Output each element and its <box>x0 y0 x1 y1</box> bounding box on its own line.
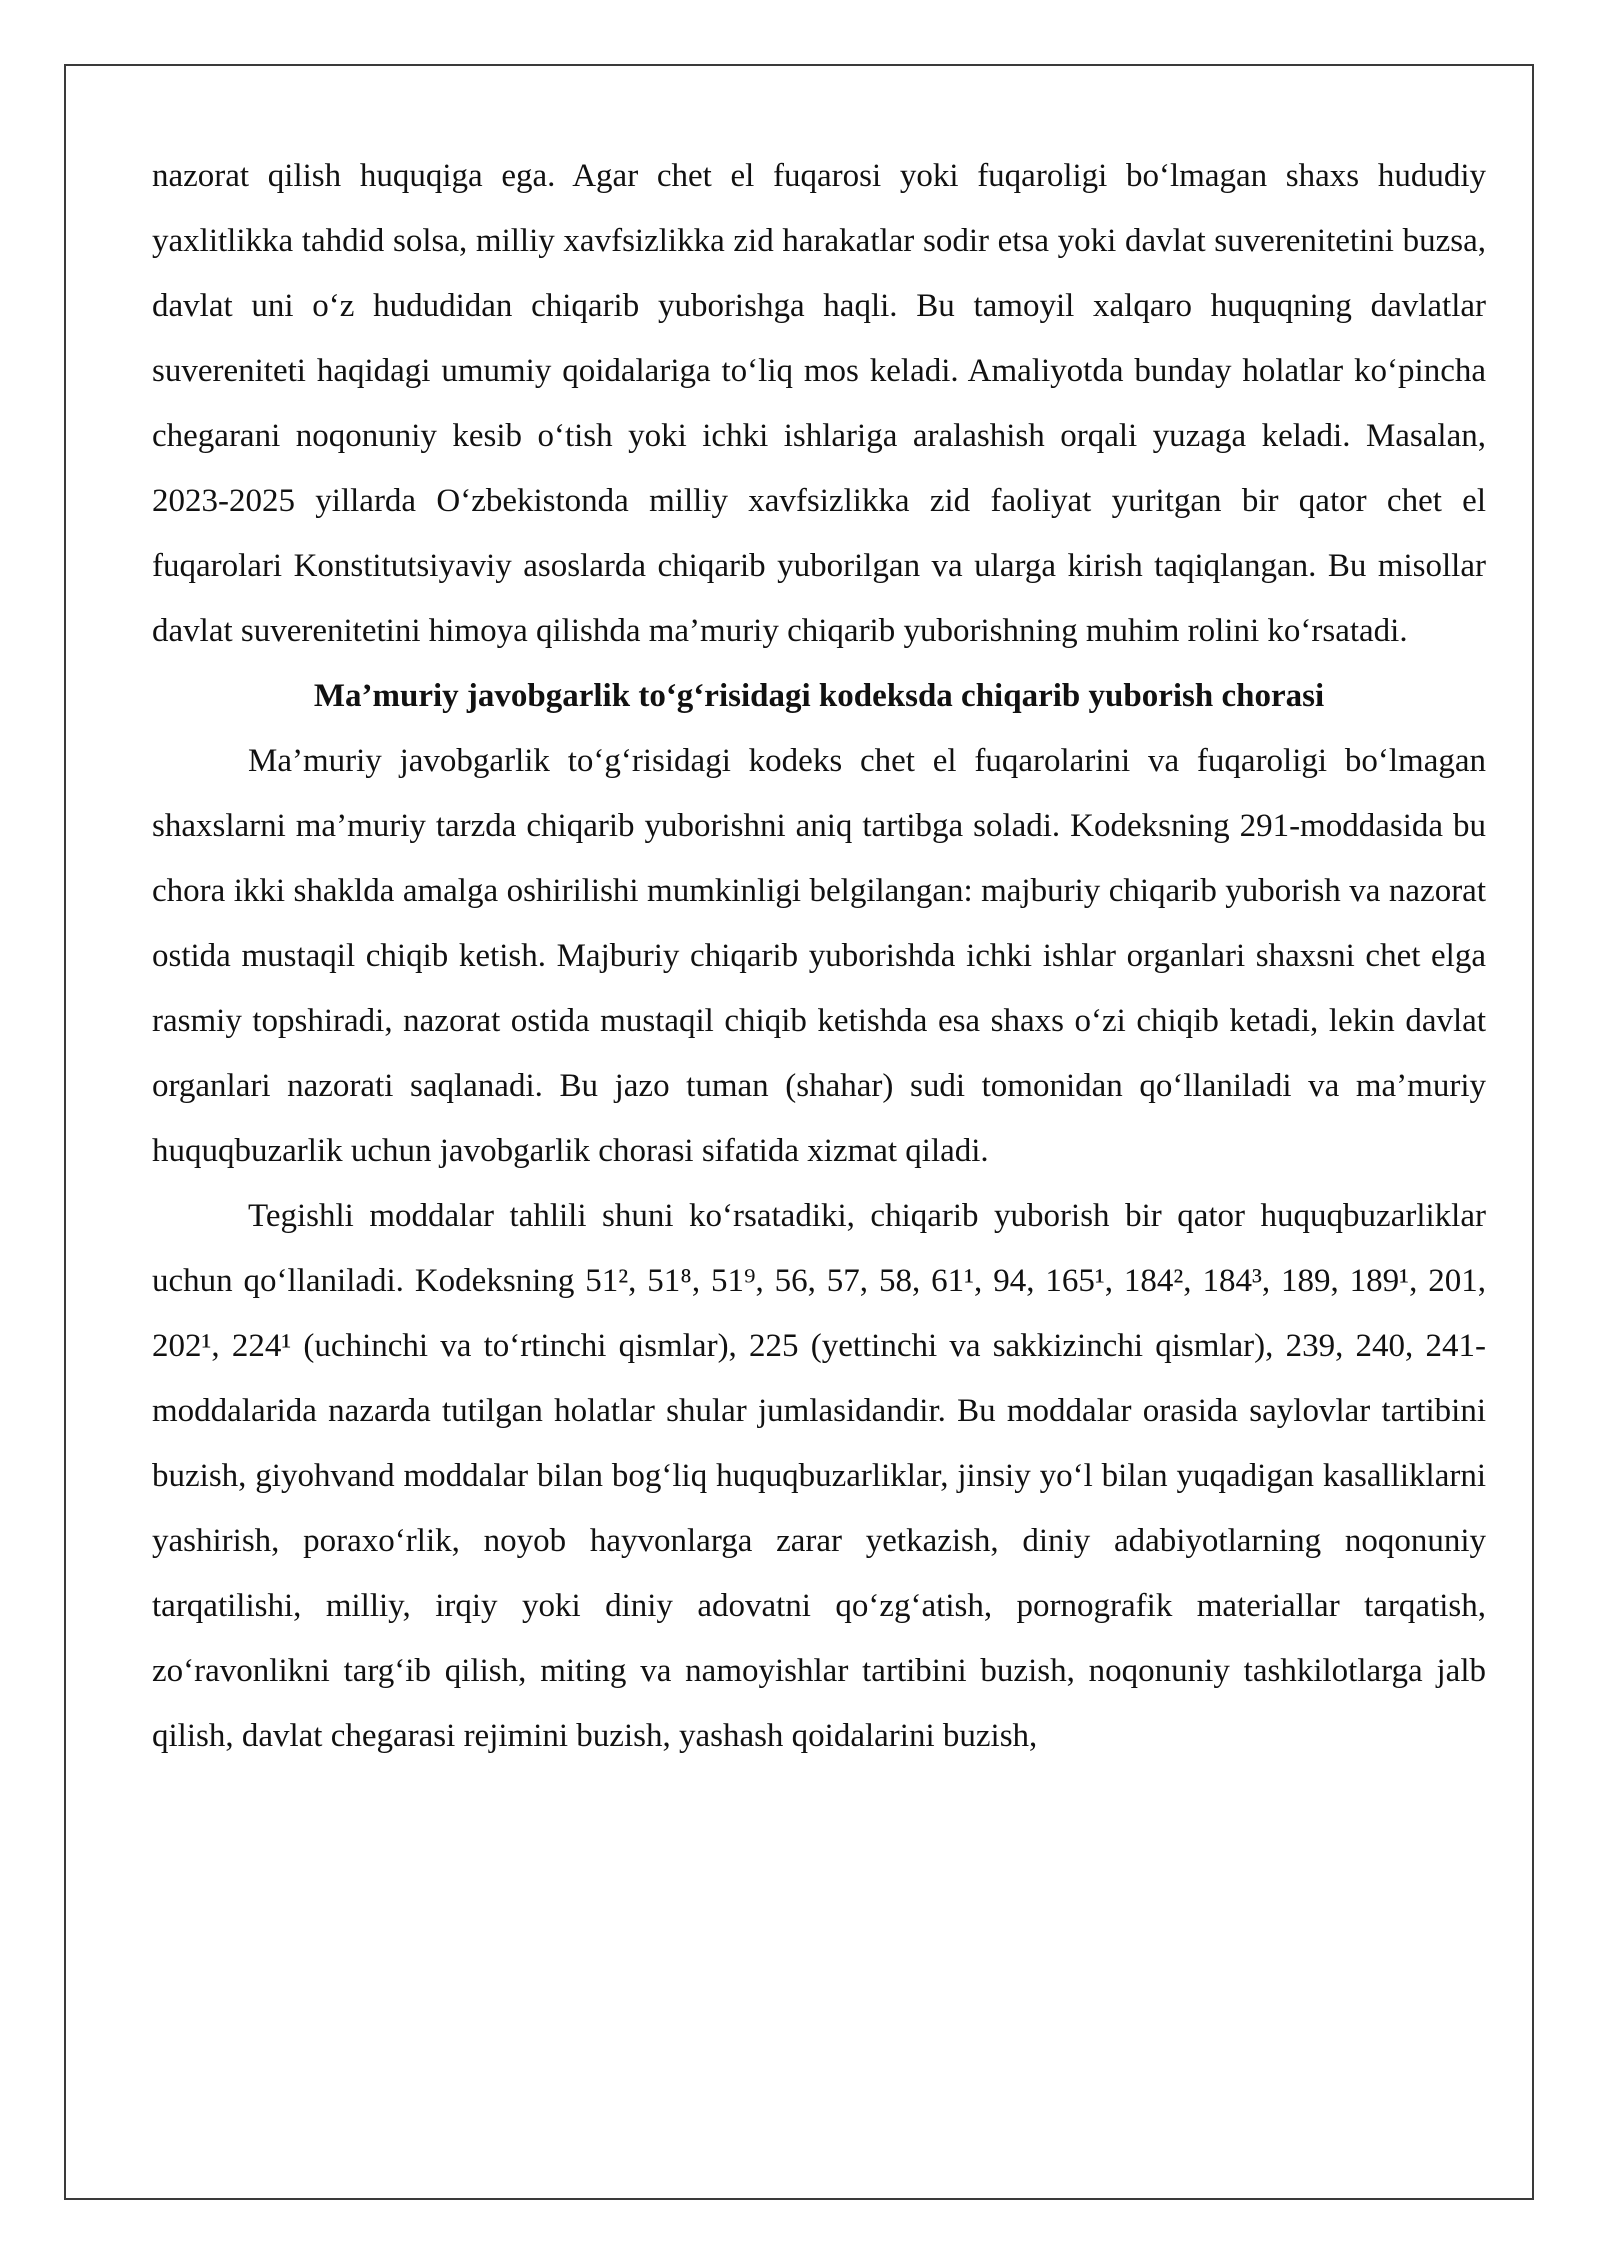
document-body <box>152 144 1486 1769</box>
paragraph-3: Tegishli moddalar tahlili shuni ko‘rsatadiki, chiqarib yuborish bir qator huquqbuzarliklar uchun qo‘llaniladi. Kodeksning 51², 51⁸, 51⁹, 56, 57, 58, 61¹, 94, 165¹, 184², 184³, 189, 189¹, 201, 202¹, 224¹ (uchinchi va to‘rtinchi qismlar), 225 (yettinchi va sakkizinchi qismlar), 239, 240, 241-moddalarida nazarda tutilgan holatlar shular jumlasidandir. Bu moddalar orasida saylovlar tartibini buzish, giyohvand moddalar bilan bog‘liq huquqbuzarliklar, jinsiy yo‘l bilan yuqadigan kasalliklarni yashirish, poraxo‘rlik, noyob hayvonlarga zarar yetkazish, diniy adabiyotlarning noqonuniy tarqatilishi, milliy, irqiy yoki diniy adovatni qo‘zg‘atish, pornografik materiallar tarqatish, zo‘ravonlikni targ‘ib qilish, miting va namoyishlar tartibini buzish, noqonuniy tashkilotlarga jalb qilish, davlat chegarasi rejimini buzish, yashash qoidalarini buzish, <box>152 1198 1486 1754</box>
paragraph-2: Ma’muriy javobgarlik to‘g‘risidagi kodeks chet el fuqarolarini va fuqaroligi bo‘lmagan shaxslarni ma’muriy tarzda chiqarib yuborishni aniq tartibga soladi. Kodeksning 291-moddasida bu chora ikki shaklda amalga oshirilishi mumkinligi belgilangan: majburiy chiqarib yuborish va nazorat ostida mustaqil chiqib ketish. Majburiy chiqarib yuborishda ichki ishlar organlari shaxsni chet elga rasmiy topshiradi, nazorat ostida mustaqil chiqib ketishda esa shaxs o‘zi chiqib ketadi, lekin davlat organlari nazorati saqlanadi. Bu jazo tuman (shahar) sudi tomonidan qo‘llaniladi va ma’muriy huquqbuzarlik uchun javobgarlik chorasi sifatida xizmat qiladi. <box>152 743 1486 1169</box>
paragraph-1: nazorat qilish huquqiga ega. Agar chet el fuqarosi yoki fuqaroligi bo‘lmagan shaxs hududiy yaxlitlikka tahdid solsa, milliy xavfsizlikka zid harakatlar sodir etsa yoki davlat suverenitetini buzsa, davlat uni o‘z hududidan chiqarib yuborishga haqli. Bu tamoyil xalqaro huquqning davlatlar suvereniteti haqidagi umumiy qoidalariga to‘liq mos keladi. Amaliyotda bunday holatlar ko‘pincha chegarani noqonuniy kesib o‘tish yoki ichki ishlariga aralashish orqali yuzaga keladi. Masalan, 2023-2025 yillarda O‘zbekistonda milliy xavfsizlikka zid faoliyat yuritgan bir qator chet el fuqarolari Konstitutsiyaviy asoslarda chiqarib yuborilgan va ularga kirish taqiqlangan. Bu misollar davlat suverenitetini himoya qilishda ma’muriy chiqarib yuborishning muhim rolini ko‘rsatadi. <box>152 158 1486 649</box>
section-heading: Ma’muriy javobgarlik to‘g‘risidagi kodeksda chiqarib yuborish chorasi <box>313 678 1325 714</box>
